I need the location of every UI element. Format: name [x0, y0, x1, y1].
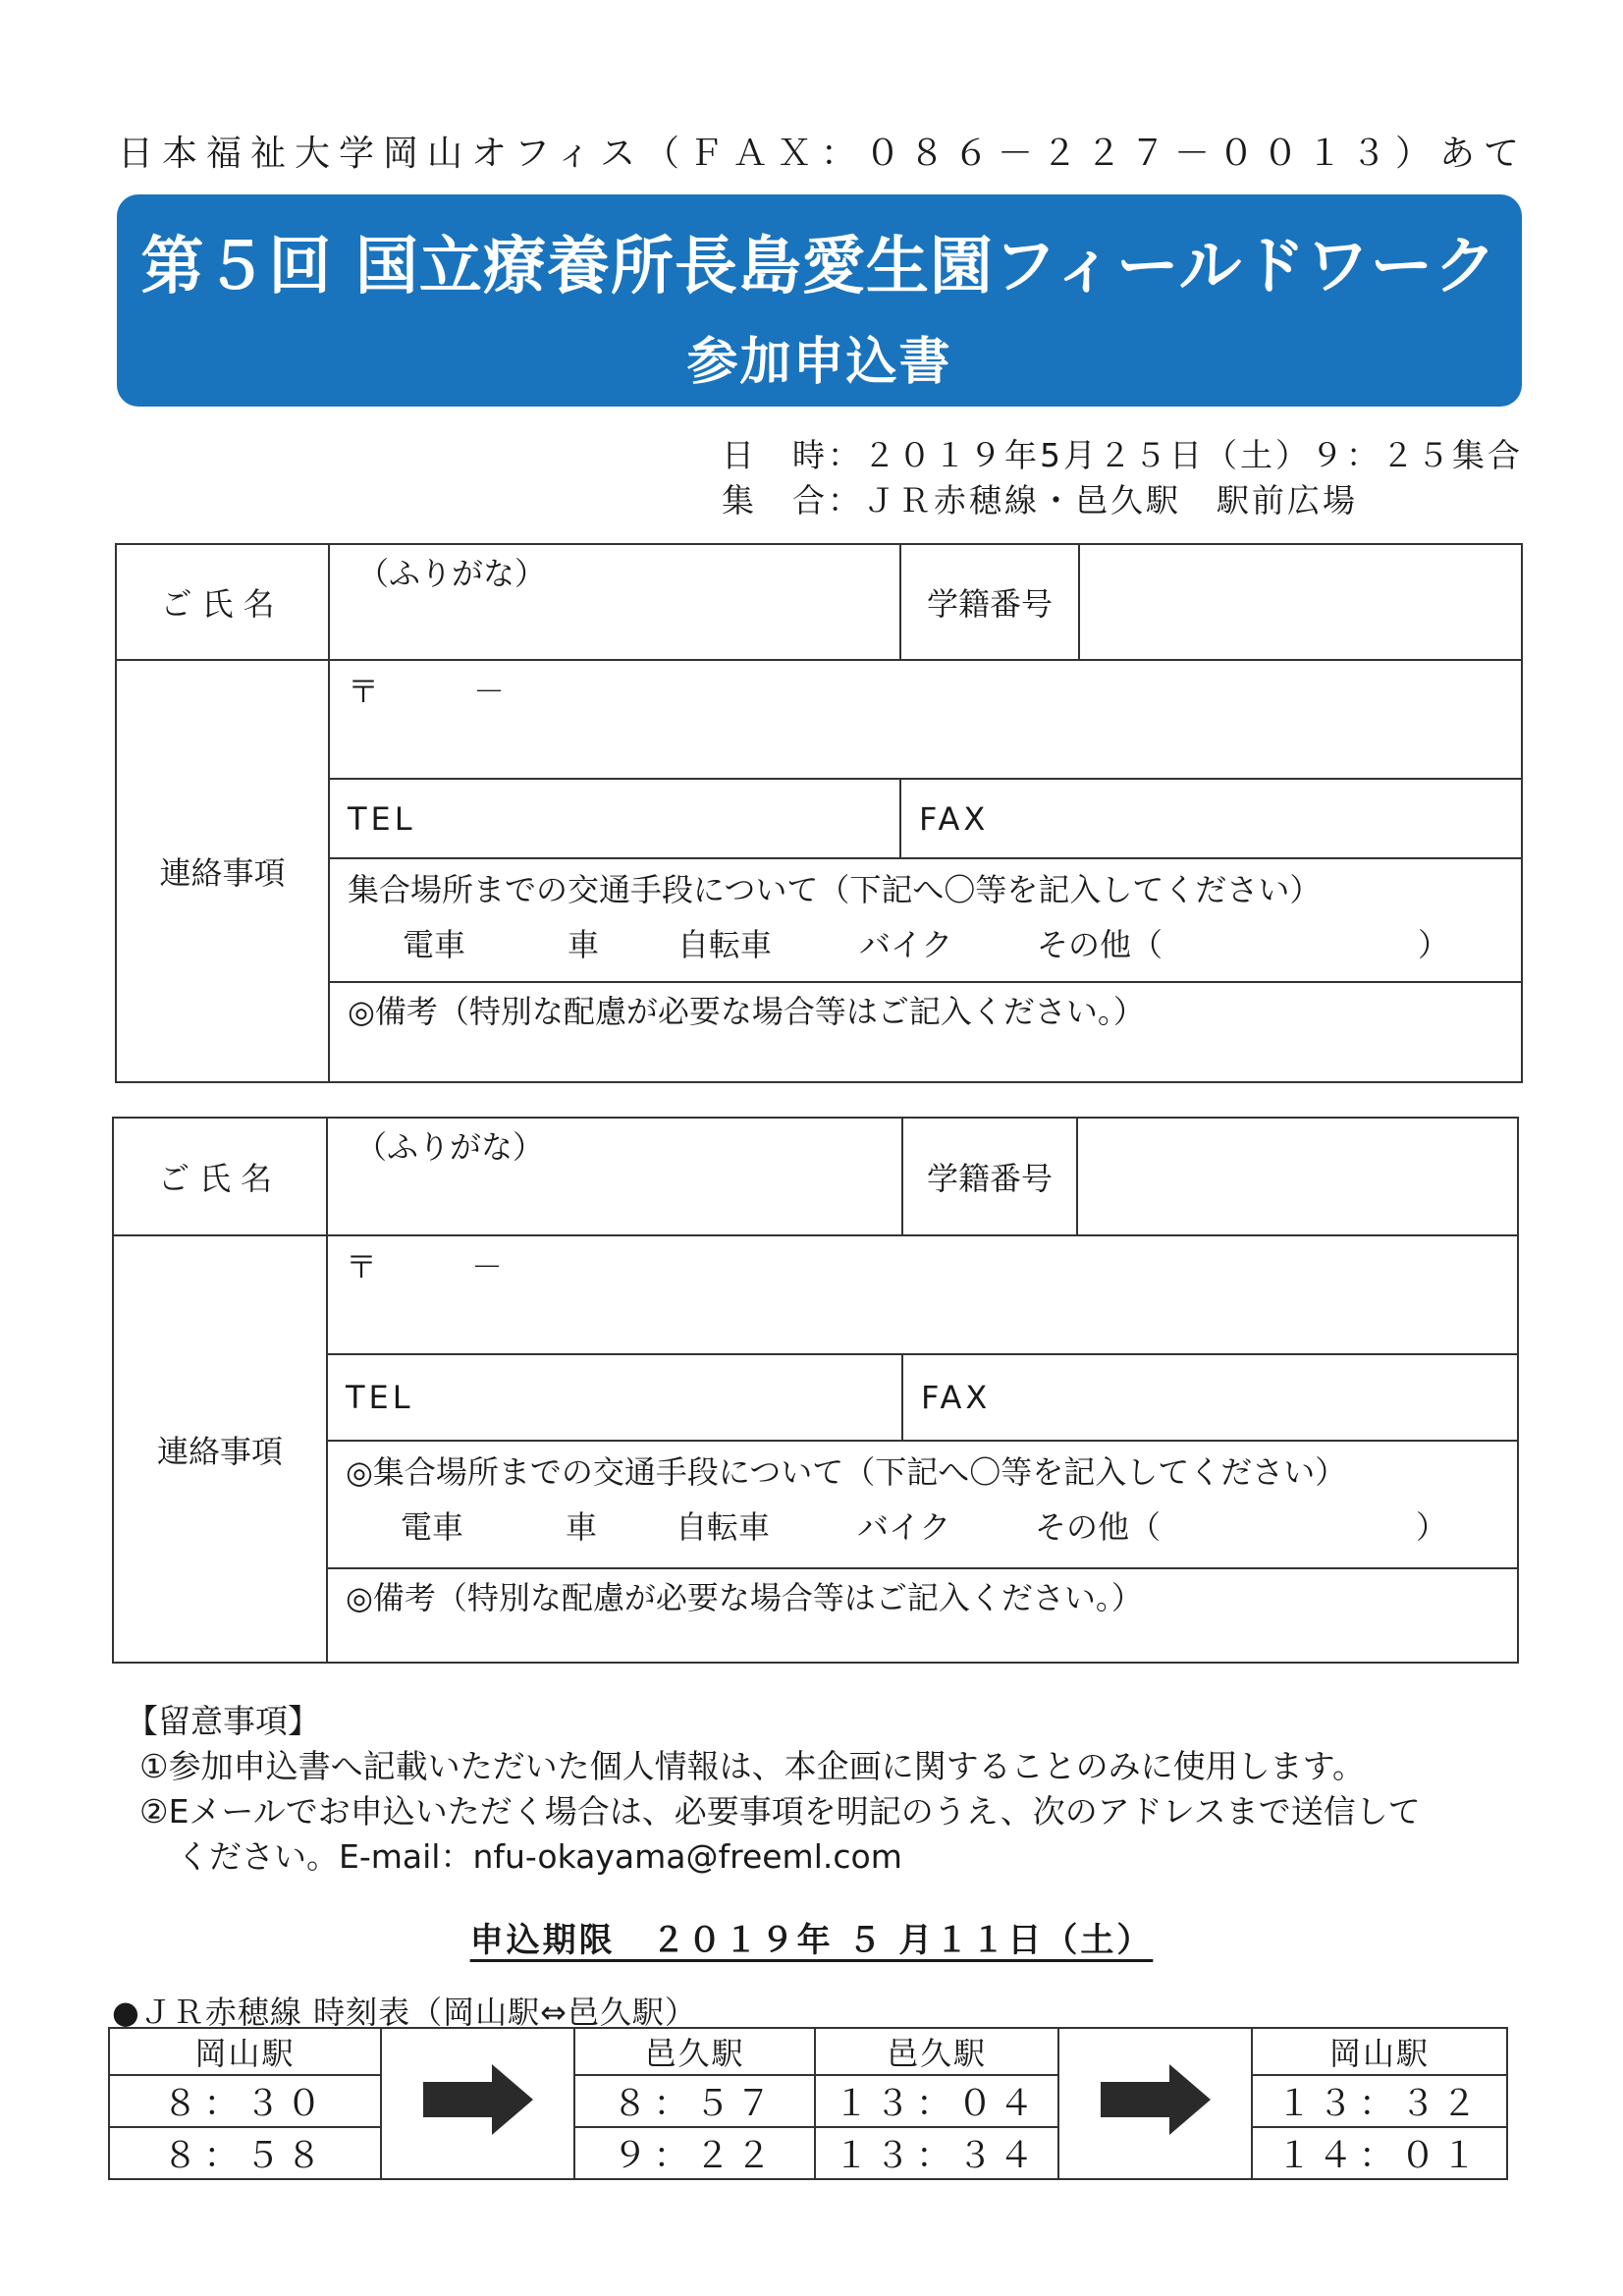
transport-field[interactable] [327, 1441, 1518, 1568]
contact-label: 連絡事項 [116, 660, 329, 1082]
furigana-label: （ふりがな） [355, 1128, 545, 1166]
fax-field[interactable] [900, 779, 1522, 858]
page-subtitle: 参加申込書 [686, 333, 952, 392]
title-banner [117, 194, 1522, 407]
mode-motorbike: バイク [857, 1508, 951, 1546]
postal-address-field[interactable] [329, 660, 1522, 779]
contact-label: 連絡事項 [113, 1235, 327, 1663]
inbound-departure-time: １３：０４ [815, 2075, 1058, 2127]
application-form-2 [112, 1117, 1519, 1664]
furigana-label: （ふりがな） [357, 555, 547, 592]
outbound-from-station: 岡山駅 [109, 2028, 381, 2075]
datetime-label: 日 時： [722, 436, 863, 474]
transport-modes [330, 914, 1521, 965]
outbound-departure-time: ８：５８ [109, 2127, 381, 2179]
mode-bicycle: 自転車 [676, 1508, 771, 1546]
fax-field[interactable] [902, 1354, 1518, 1441]
place-value: ＪＲ赤穂線・邑久駅 駅前広場 [863, 481, 1358, 519]
inbound-arrival-time: １４：０１ [1252, 2127, 1507, 2179]
mode-train: 電車 [403, 926, 466, 963]
mode-other: その他（ [1035, 1508, 1162, 1546]
right-arrow-icon [419, 2060, 537, 2139]
note-item-2-line-2: ください。E-mail：nfu-okayama@freeml.com [177, 1837, 902, 1876]
postal-address-field[interactable] [327, 1235, 1518, 1354]
timetable-title: ●ＪＲ赤穂線 時刻表（岡山駅⇔邑久駅） [112, 1994, 697, 2031]
mode-car: 車 [568, 926, 600, 963]
inbound-departure-time: １３：３４ [815, 2127, 1058, 2179]
outbound-arrow-cell [381, 2028, 574, 2179]
fax-label: FAX [921, 1379, 992, 1416]
name-label: ご氏名 [113, 1118, 327, 1235]
name-field[interactable] [327, 1118, 902, 1235]
mode-motorbike: バイク [859, 926, 953, 963]
inbound-arrival-time: １３：３２ [1252, 2075, 1507, 2127]
transport-text: 集合場所までの交通手段について（下記へ〇等を記入してください） [348, 871, 1322, 908]
transport-modes [328, 1497, 1517, 1548]
fax-label: FAX [919, 799, 990, 838]
postal-mark: 〒 － [346, 1248, 504, 1285]
note-item-2-line-1: ②Eメールでお申込いただく場合は、必要事項を明記のうえ、次のアドレスまで送信して [139, 1792, 1421, 1831]
student-id-field[interactable] [1077, 1118, 1518, 1235]
remarks-field[interactable] [327, 1568, 1518, 1663]
inbound-arrow-cell [1058, 2028, 1252, 2179]
inbound-to-station: 岡山駅 [1252, 2028, 1507, 2075]
mode-other-close: ） [1418, 926, 1450, 963]
tel-label: TEL [348, 799, 416, 838]
page-title: 第５回 国立療養所長島愛生園フィールドワーク [140, 231, 1498, 303]
remarks-label: ◎備考（特別な配慮が必要な場合等はご記入ください。） [348, 993, 1145, 1030]
mode-other-close: ） [1416, 1508, 1448, 1546]
student-id-label: 学籍番号 [900, 544, 1079, 660]
mode-bicycle: 自転車 [677, 926, 773, 963]
mode-car: 車 [566, 1508, 598, 1546]
student-id-label: 学籍番号 [902, 1118, 1077, 1235]
notes-section [126, 1699, 1421, 1880]
mode-other: その他（ [1037, 926, 1163, 963]
notes-heading: 【留意事項】 [126, 1702, 320, 1740]
remarks-label: ◎備考（特別な配慮が必要な場合等はご記入ください。） [346, 1579, 1143, 1616]
deadline [0, 1913, 1623, 1961]
outbound-departure-time: ８：３０ [109, 2075, 381, 2127]
remarks-field[interactable] [329, 982, 1522, 1082]
outbound-arrival-time: ９：２２ [574, 2127, 815, 2179]
outbound-arrival-time: ８：５７ [574, 2075, 815, 2127]
name-label: ご氏名 [116, 544, 329, 660]
name-field[interactable] [329, 544, 900, 660]
right-arrow-icon [1097, 2060, 1215, 2139]
application-form-1 [115, 543, 1523, 1083]
tel-field[interactable] [327, 1354, 902, 1441]
transport-text: ◎集合場所までの交通手段について（下記へ〇等を記入してください） [346, 1453, 1347, 1491]
student-id-field[interactable] [1079, 544, 1522, 660]
tel-label: TEL [346, 1379, 414, 1416]
deadline-text: 申込期限 ２０１９年 ５ 月１１日（土） [469, 1921, 1154, 1960]
datetime-value: ２０１９年5月２５日（土）９：２５集合 [863, 436, 1523, 474]
inbound-from-station: 邑久駅 [815, 2028, 1058, 2075]
timetable [108, 2027, 1508, 2180]
datetime-line [722, 430, 1523, 476]
addressee-line: 日本福祉大学岡山オフィス（ＦＡＸ：０８６－２２７－００１３）あて [118, 134, 1529, 174]
note-item-1: ①参加申込書へ記載いただいた個人情報は、本企画に関することのみに使用します。 [139, 1747, 1365, 1785]
outbound-to-station: 邑久駅 [574, 2028, 815, 2075]
mode-train: 電車 [401, 1508, 464, 1546]
place-label: 集 合： [722, 481, 863, 519]
transport-field[interactable] [329, 858, 1522, 982]
place-line [722, 475, 1358, 521]
tel-field[interactable] [329, 779, 900, 858]
postal-mark: 〒 － [348, 673, 506, 710]
